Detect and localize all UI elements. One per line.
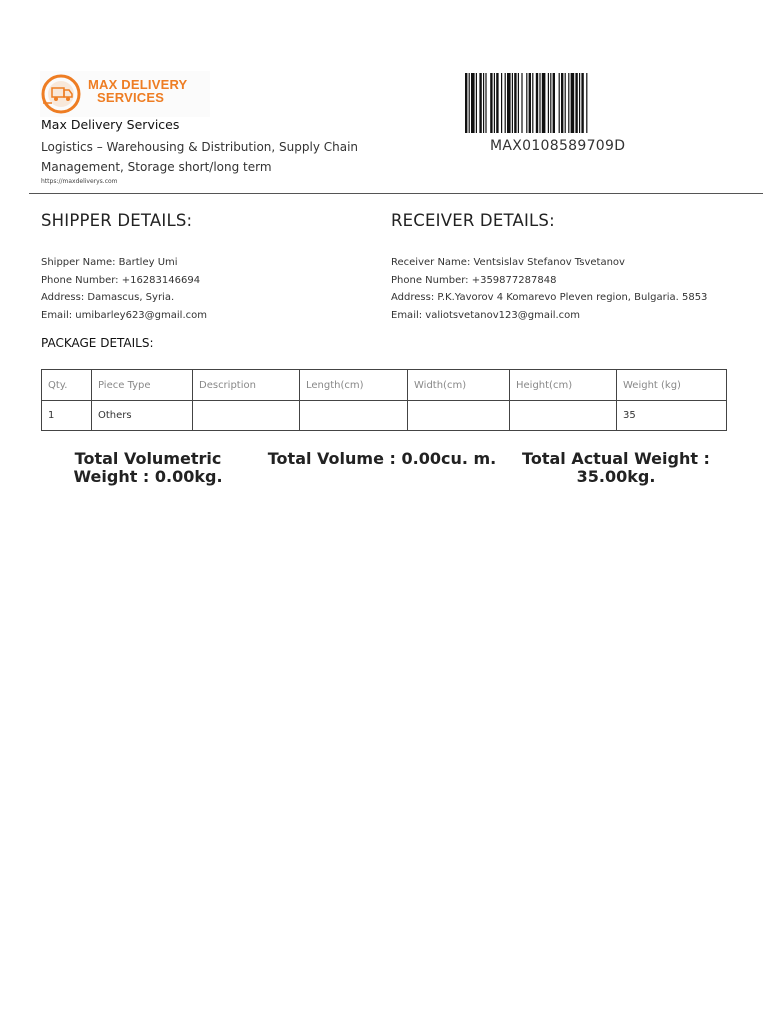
shipper-phone: Phone Number: +16283146694	[41, 274, 201, 286]
header-height: Height(cm)	[510, 370, 617, 401]
cell-qty: 1	[42, 401, 92, 431]
cell-weight: 35	[617, 401, 727, 431]
barcode-bar	[469, 73, 470, 133]
company-logo	[40, 71, 210, 117]
barcode-bar	[521, 73, 522, 133]
barcode-bar	[465, 73, 467, 133]
barcode-bar	[514, 73, 516, 133]
header-qty: Qty.	[42, 370, 92, 401]
header-width: Width(cm)	[408, 370, 510, 401]
barcode-bar	[586, 73, 587, 133]
barcode-bar	[553, 73, 555, 133]
package-table	[41, 369, 727, 431]
barcode-bar	[579, 73, 580, 133]
header-piece-type: Piece Type	[92, 370, 193, 401]
total-volume: Total Volume : 0.00cu. m.	[267, 449, 497, 468]
barcode-bar	[536, 73, 538, 133]
barcode-bar	[496, 73, 498, 133]
barcode-bar	[494, 73, 495, 133]
barcode-bar	[479, 73, 481, 133]
barcode-bar	[529, 73, 531, 133]
barcode-bar	[476, 73, 477, 133]
receiver-details	[391, 254, 707, 324]
table-header-row	[42, 370, 727, 401]
barcode-bar	[501, 73, 502, 133]
barcode-bar	[507, 73, 511, 133]
cell-length	[300, 401, 408, 431]
receiver-address: Address: P.K.Yavorov 4 Komarevo Pleven region, Bulgaria. 5853	[391, 292, 708, 303]
cell-piece-type: Others	[92, 401, 193, 431]
barcode-bar	[548, 73, 549, 133]
barcode-bar	[505, 73, 506, 133]
barcode-bar	[485, 73, 486, 133]
barcode-bar	[512, 73, 513, 133]
header-divider	[29, 193, 763, 194]
barcode-bar	[518, 73, 519, 133]
barcode-bar	[483, 73, 484, 133]
package-details-title: PACKAGE DETAILS:	[41, 336, 154, 350]
shipper-details	[41, 254, 207, 324]
receiver-details-title: RECEIVER DETAILS:	[391, 211, 555, 230]
shipper-address: Address: Damascus, Syria.	[41, 292, 175, 303]
barcode-bar	[490, 73, 492, 133]
company-tagline: Logistics – Warehousing & Distribution, Supply Chain Management, Storage short/long term	[41, 140, 359, 174]
cell-description	[193, 401, 300, 431]
total-volumetric-weight: Total Volumetric Weight : 0.00kg.	[73, 449, 223, 486]
header-length: Length(cm)	[300, 370, 408, 401]
barcode-bar	[559, 73, 560, 133]
receiver-email: Email: valiotsvetanov123@gmail.com	[391, 309, 581, 321]
barcode-bar	[581, 73, 583, 133]
receiver-name: Receiver Name: Ventsislav Stefanov Tsvetanov	[391, 257, 625, 268]
logo-text-line1: MAX DELIVERY	[88, 77, 188, 92]
shipper-email: Email: umibarley623@gmail.com	[41, 309, 207, 321]
cell-height	[510, 401, 617, 431]
barcode-bar	[571, 73, 575, 133]
logo-text-line2: SERVICES	[97, 90, 165, 105]
receiver-phone: Phone Number: +359877287848	[391, 274, 557, 286]
header-weight: Weight (kg)	[617, 370, 727, 401]
barcode-bar	[575, 73, 577, 133]
table-row	[42, 401, 727, 431]
barcode-bar	[532, 73, 533, 133]
barcode-bar	[568, 73, 569, 133]
tracking-number: MAX0108589709D	[490, 138, 626, 154]
barcode-image	[465, 73, 657, 133]
barcode-bar	[526, 73, 527, 133]
total-actual-weight: Total Actual Weight : 35.00kg.	[522, 449, 710, 486]
barcode-bar	[550, 73, 551, 133]
shipper-details-title: SHIPPER DETAILS:	[41, 211, 193, 230]
barcode-bar	[561, 73, 563, 133]
shipper-name: Shipper Name: Bartley Umi	[41, 257, 178, 268]
cell-width	[408, 401, 510, 431]
barcode-bar	[471, 73, 475, 133]
header-description: Description	[193, 370, 300, 401]
company-name: Max Delivery Services	[41, 117, 180, 132]
barcode-bar	[565, 73, 566, 133]
barcode-bar	[539, 73, 540, 133]
company-website[interactable]: https://maxdeliverys.com	[41, 178, 118, 185]
barcode-bar	[542, 73, 546, 133]
